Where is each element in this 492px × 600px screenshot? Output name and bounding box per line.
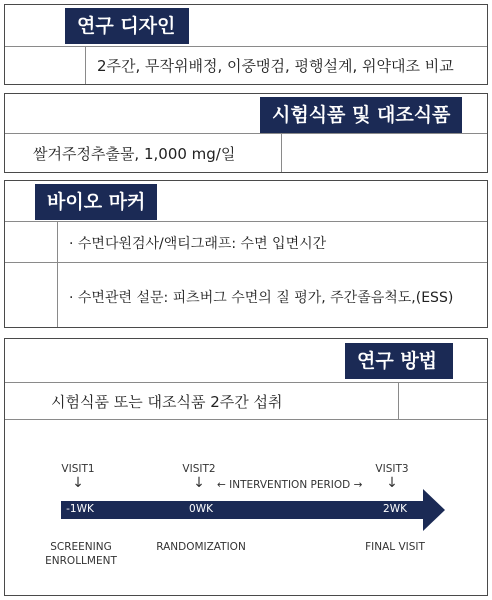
divider: [281, 133, 282, 172]
right-arrow-icon: →: [353, 479, 363, 491]
divider: [85, 46, 86, 84]
biomarker-header: 바이오 마커: [35, 184, 157, 220]
tick-label-2wk: 2WK: [383, 503, 407, 515]
timeline-diagram: [5, 419, 487, 595]
down-arrow-icon: ↓: [386, 475, 398, 491]
tick-label-0wk: 0WK: [189, 503, 213, 515]
biomarker-panel: [4, 180, 488, 328]
intervention-period-text: INTERVENTION PERIOD: [229, 479, 351, 491]
divider: [398, 382, 399, 419]
randomization-label: RANDOMIZATION: [156, 541, 246, 553]
enrollment-label: ENROLLMENT: [45, 555, 117, 567]
visit1-label: VISIT1: [61, 463, 95, 475]
biomarker-item: · 수면다원검사/액티그래프: 수면 입면시간: [69, 236, 327, 252]
divider: [5, 221, 487, 222]
study-design-header: 연구 디자인: [65, 8, 189, 44]
test-food-text: 쌀겨주정추출물, 1,000 mg/일: [33, 145, 236, 163]
divider: [57, 221, 58, 327]
visit3-label: VISIT3: [375, 463, 409, 475]
divider: [5, 46, 487, 47]
study-method-text: 시험식품 또는 대조식품 2주간 섭취: [51, 393, 283, 411]
test-food-header: 시험식품 및 대조식품: [260, 97, 462, 133]
study-method-header: 연구 방법: [345, 343, 453, 379]
tick-label-minus1wk: -1WK: [66, 503, 94, 515]
down-arrow-icon: ↓: [72, 475, 84, 491]
down-arrow-icon: ↓: [193, 475, 205, 491]
divider: [5, 382, 487, 383]
divider: [5, 133, 487, 134]
left-arrow-icon: ←: [217, 479, 226, 491]
visit2-label: VISIT2: [182, 463, 216, 475]
test-food-panel: [4, 93, 488, 173]
final-visit-label: FINAL VISIT: [365, 541, 425, 553]
biomarker-item: · 수면관련 설문: 피츠버그 수면의 질 평가, 주간졸음척도,(ESS): [69, 290, 454, 306]
screening-label: SCREENING: [50, 541, 112, 553]
divider: [5, 262, 487, 263]
study-design-panel: [4, 4, 488, 85]
study-method-panel: [4, 338, 488, 596]
study-design-text: 2주간, 무작위배정, 이중맹검, 평행설계, 위약대조 비교: [97, 57, 454, 75]
